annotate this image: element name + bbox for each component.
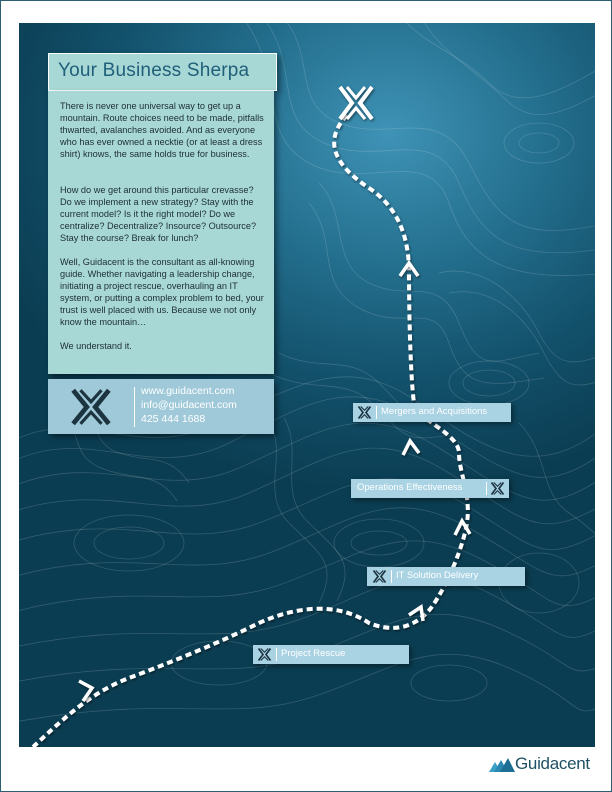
guidacent-logo-icon [257,647,272,662]
email-link[interactable]: info@guidacent.com [141,399,237,411]
divider [376,406,377,419]
intro-panel [48,91,274,374]
milestone-label: Operations Effectiveness [357,482,463,493]
divider [486,482,487,495]
poster [19,23,595,747]
intro-paragraph: How do we get around this particular crevasse? Do we implement a new strategy? Stay with the current model? Is it the right model? Do we centralize? Decentralize? Insource? Outsource? Stay the course? Break for lunch? [60,185,257,243]
milestone-project-rescue [253,645,409,664]
chevron-arrow-icon [455,521,470,535]
divider [134,387,135,427]
chevron-arrow-icon [409,607,423,621]
brand-name: Guidacent [515,754,590,773]
milestone-operations-effectiveness [351,479,509,498]
intro-paragraph: There is never one universal way to get up a mountain. Route choices need to be made, pitfalls thwarted, avalanches avoided. And as everyone who has ever owned a necktie (or at least a dress shirt) knows, the same holds true for business. [60,101,264,159]
milestone-label: Mergers and Acquisitions [381,406,488,417]
guidacent-logo-icon [490,481,505,496]
milestone-mergers-acquisitions [353,403,511,422]
milestone-it-solution-delivery [367,567,525,586]
intro-paragraph: We understand it. [60,341,132,351]
guidacent-wordmark-icon [489,758,515,772]
contact-panel [48,379,274,434]
website-link[interactable]: www.guidacent.com [141,385,235,397]
chevron-arrow-icon [403,441,419,455]
divider [276,648,277,661]
phone-number: 425 444 1688 [141,413,206,425]
page-title: Your Business Sherpa [58,60,250,81]
guidacent-logo-icon [357,405,372,420]
milestone-label: IT Solution Delivery [396,570,479,581]
milestone-label: Project Rescue [281,648,346,659]
summit-logo-icon [340,87,372,119]
guidacent-logo-icon [70,388,112,426]
footer-brand [489,752,599,776]
intro-paragraph: Well, Guidacent is the consultant as all-knowing guide. Whether navigating a leadership change, initiating a project rescue, overhauling an IT system, or putting a complex problem to bed, your trust is well placed with us. Because we not only know the mountain… [60,257,264,327]
guidacent-logo-icon [372,569,387,584]
title-banner [48,53,277,91]
divider [391,570,392,583]
